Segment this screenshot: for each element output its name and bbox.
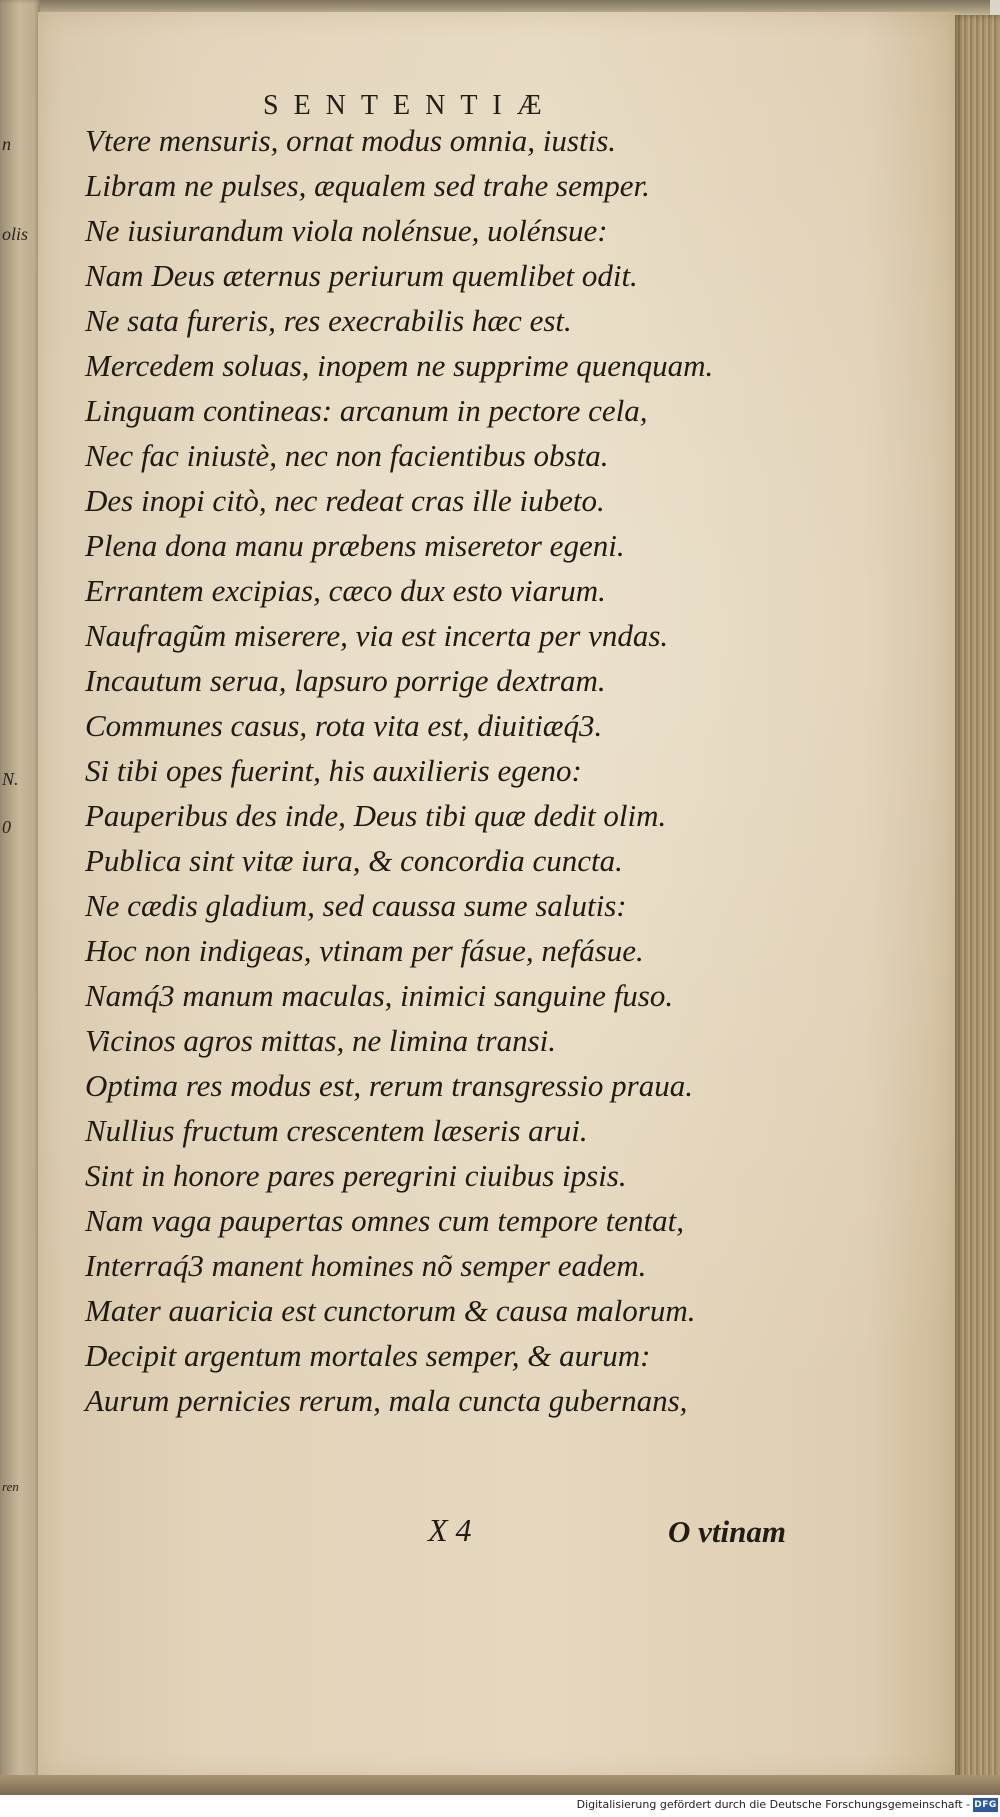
facing-page-edge — [0, 0, 42, 1790]
facing-page-fragment: n — [2, 134, 11, 154]
verse-line: Hoc non indigeas, vtinam per fásue, nefásue. — [85, 933, 644, 968]
book-fore-edge — [955, 15, 1000, 1785]
verse-line: Errantem excipias, cæco dux esto viarum. — [85, 573, 606, 608]
verse-line: Nec fac iniustè, nec non facientibus obsta. — [85, 438, 609, 473]
verse-line: Ne iusiurandum viola nolénsue, uolénsue: — [85, 213, 608, 248]
verse-line: Des inopi citò, nec redeat cras ille iubeto. — [85, 483, 605, 518]
facing-page-fragment: olis — [2, 224, 29, 244]
verse-line: Libram ne pulses, æqualem sed trahe semper. — [85, 168, 650, 203]
verse-line: Decipit argentum mortales semper, & aurum: — [85, 1338, 651, 1373]
verse-line: Mercedem soluas, inopem ne supprime quenquam. — [85, 348, 714, 383]
verse-line: Vtere mensuris, ornat modus omnia, iustis. — [85, 123, 617, 158]
verse-line: Ne sata fureris, res execrabilis hæc est. — [85, 303, 572, 338]
verse-line: Plena dona manu præbens miseretor egeni. — [85, 528, 625, 563]
verse-line: Nam vaga paupertas omnes cum tempore tentat, — [85, 1203, 684, 1238]
verse-line: Optima res modus est, rerum transgressio praua. — [85, 1068, 693, 1103]
verse-line: Si tibi opes fuerint, his auxilieris egeno: — [85, 753, 582, 788]
verse-line: Interraq́3 manent homines nõ semper eadem. — [85, 1248, 647, 1283]
verse-line: Vicinos agros mittas, ne limina transi. — [85, 1023, 557, 1058]
signature-mark: X 4 — [428, 1512, 472, 1548]
verse-line: Ne cædis gladium, sed caussa sume salutis: — [85, 888, 627, 923]
book-page — [38, 12, 958, 1777]
facing-page-fragment: N. — [2, 769, 19, 789]
funding-credit: Digitalisierung gefördert durch die Deutsche Forschungsgemeinschaft - — [576, 1798, 970, 1811]
verse-line: Publica sint vitæ iura, & concordia cuncta. — [85, 843, 623, 878]
verse-line: Incautum serua, lapsuro porrige dextram. — [85, 663, 606, 698]
verse-line: Mater auaricia est cunctorum & causa malorum. — [85, 1293, 696, 1328]
verse-line: Nullius fructum crescentem læseris arui. — [85, 1113, 588, 1148]
facing-page-fragment: 0 — [2, 817, 11, 837]
dfg-logo-icon: DFG — [974, 1800, 997, 1810]
catchword: O vtinam — [668, 1514, 786, 1549]
verse-line: Pauperibus des inde, Deus tibi quæ dedit olim. — [85, 798, 667, 833]
page-header: SENTENTIÆ — [263, 90, 557, 121]
verse-line: Nam Deus æternus periurum quemlibet odit. — [85, 258, 638, 293]
bottom-page-edge — [0, 1775, 1000, 1795]
credit-footer — [0, 1795, 1000, 1817]
facing-page-fragment: ren — [2, 1479, 19, 1494]
verse-line: Linguam contineas: arcanum in pectore cela, — [85, 393, 648, 428]
verse-line: Namq́3 manum maculas, inimici sanguine fuso. — [85, 978, 674, 1013]
verse-line: Naufragũm miserere, via est incerta per vndas. — [85, 618, 669, 653]
verse-line: Communes casus, rota vita est, diuitiæq́3. — [85, 708, 603, 743]
verse-line: Aurum pernicies rerum, mala cuncta gubernans, — [85, 1383, 688, 1418]
verse-line: Sint in honore pares peregrini ciuibus ipsis. — [85, 1158, 627, 1193]
